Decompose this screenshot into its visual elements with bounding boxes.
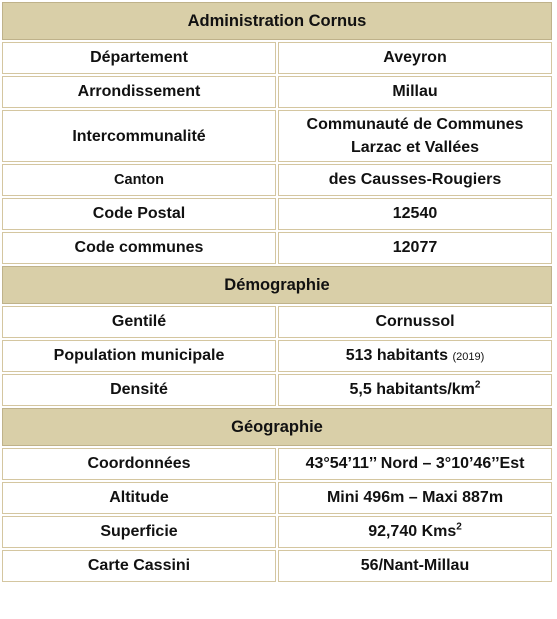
row-value-coordonnees: 43°54’11’’ Nord – 3°10’46’’Est — [278, 448, 552, 480]
row-label-canton: Canton — [2, 164, 276, 196]
section-header-row — [2, 2, 552, 40]
superficie-value: 92,740 Kms — [368, 523, 457, 540]
row-value-code-postal: 12540 — [278, 198, 552, 230]
table-row — [2, 550, 552, 582]
section-title-demographie: Démographie — [2, 266, 552, 304]
section-header-row — [2, 266, 552, 304]
table-row — [2, 198, 552, 230]
section-title-administration: Administration Cornus — [2, 2, 552, 40]
row-value-gentile: Cornussol — [278, 306, 552, 338]
table-row — [2, 374, 552, 406]
table-row — [2, 448, 552, 480]
table-row — [2, 340, 552, 372]
intercommunalite-line-1: Communauté de Communes — [306, 116, 524, 133]
row-label-arrondissement: Arrondissement — [2, 76, 276, 108]
table-row — [2, 164, 552, 196]
population-value: 513 habitants — [345, 347, 448, 364]
row-label-coordonnees: Coordonnées — [2, 448, 276, 480]
row-value-intercommunalite — [278, 110, 552, 162]
section-title-geographie: Géographie — [2, 408, 552, 446]
row-value-altitude: Mini 496m – Maxi 887m — [278, 482, 552, 514]
row-label-altitude: Altitude — [2, 482, 276, 514]
table-row — [2, 232, 552, 264]
row-label-intercommunalite: Intercommunalité — [2, 110, 276, 162]
row-label-gentile: Gentilé — [2, 306, 276, 338]
table-row — [2, 42, 552, 74]
table-row — [2, 516, 552, 548]
row-value-departement: Aveyron — [278, 42, 552, 74]
table-row — [2, 76, 552, 108]
superficie-superscript: 2 — [456, 521, 462, 533]
row-value-superficie — [278, 516, 552, 548]
table-row — [2, 110, 552, 162]
row-value-arrondissement: Millau — [278, 76, 552, 108]
section-header-row — [2, 408, 552, 446]
row-value-carte-cassini: 56/Nant-Millau — [278, 550, 552, 582]
row-value-canton: des Causses-Rougiers — [278, 164, 552, 196]
row-value-code-communes: 12077 — [278, 232, 552, 264]
row-value-population — [278, 340, 552, 372]
population-year-note: (2019) — [452, 351, 485, 363]
row-value-densite — [278, 374, 552, 406]
row-label-departement: Département — [2, 42, 276, 74]
row-label-code-postal: Code Postal — [2, 198, 276, 230]
row-label-densite: Densité — [2, 374, 276, 406]
row-label-population: Population municipale — [2, 340, 276, 372]
table-row — [2, 306, 552, 338]
row-label-code-communes: Code communes — [2, 232, 276, 264]
densite-superscript: 2 — [474, 379, 481, 391]
densite-value: 5,5 habitants/km — [349, 381, 475, 398]
row-label-carte-cassini: Carte Cassini — [2, 550, 276, 582]
intercommunalite-line-2: Larzac et Vallées — [350, 139, 480, 156]
table-row — [2, 482, 552, 514]
row-label-superficie: Superficie — [2, 516, 276, 548]
